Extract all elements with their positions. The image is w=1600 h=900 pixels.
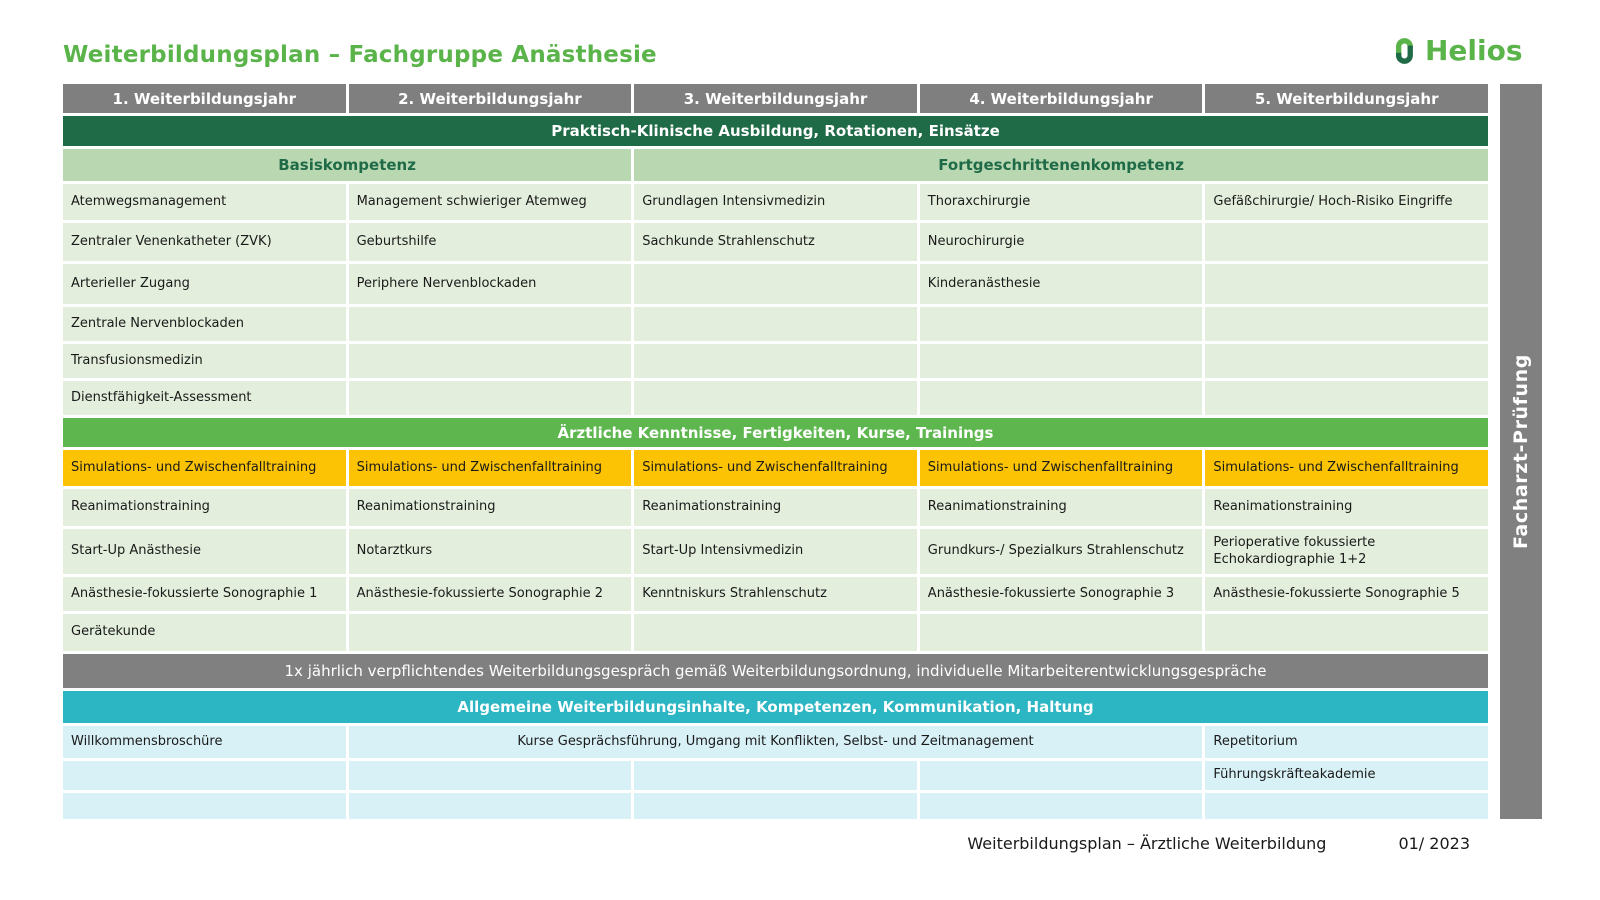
- table-cell: [349, 761, 632, 790]
- table-cell: [1205, 264, 1488, 304]
- table-cell: [634, 761, 917, 790]
- table-cell: [63, 793, 346, 819]
- table-cell: Periphere Nervenblockaden: [349, 264, 632, 304]
- table-cell: Willkommensbroschüre: [63, 726, 346, 758]
- table-cell: Gefäßchirurgie/ Hoch-Risiko Eingriffe: [1205, 184, 1488, 220]
- training-plan-table: [63, 84, 1488, 819]
- table-cell: Transfusionsmedizin: [63, 344, 346, 378]
- table-cell: Reanimationstraining: [63, 489, 346, 526]
- table-cell: [634, 614, 917, 651]
- table-cell: [1205, 307, 1488, 341]
- column-header-year-1: 1. Weiterbildungsjahr: [63, 84, 346, 113]
- table-cell: Perioperative fokussierte Echokardiographie 1+2: [1205, 529, 1488, 574]
- table-cell: [920, 344, 1203, 378]
- facharzt-pruefung-label: Facharzt-Prüfung: [1510, 353, 1532, 550]
- subheader-fortgeschrittenenkompetenz: Fortgeschrittenenkompetenz: [634, 149, 1488, 181]
- section-banner-courses-trainings: Ärztliche Kenntnisse, Fertigkeiten, Kurse, Trainings: [63, 418, 1488, 447]
- table-cell: Management schwieriger Atemweg: [349, 184, 632, 220]
- table-cell: Grundkurs-/ Spezialkurs Strahlenschutz: [920, 529, 1203, 574]
- table-cell: [1205, 614, 1488, 651]
- table-cell: Zentrale Nervenblockaden: [63, 307, 346, 341]
- table-cell: Anästhesie-fokussierte Sonographie 1: [63, 577, 346, 611]
- table-cell: Reanimationstraining: [634, 489, 917, 526]
- column-header-year-5: 5. Weiterbildungsjahr: [1205, 84, 1488, 113]
- table-cell: [349, 793, 632, 819]
- table-cell: Sachkunde Strahlenschutz: [634, 223, 917, 261]
- table-cell: [634, 793, 917, 819]
- column-header-year-2: 2. Weiterbildungsjahr: [349, 84, 632, 113]
- table-cell: Atemwegsmanagement: [63, 184, 346, 220]
- table-cell: [634, 307, 917, 341]
- table-cell: [1205, 793, 1488, 819]
- table-cell: [63, 761, 346, 790]
- column-header-year-3: 3. Weiterbildungsjahr: [634, 84, 917, 113]
- table-cell: [349, 307, 632, 341]
- footer-version: 01/ 2023: [1398, 834, 1470, 853]
- helios-logo-icon: [1388, 35, 1420, 67]
- footer-doc-title: Weiterbildungsplan – Ärztliche Weiterbildung: [967, 834, 1327, 853]
- section-banner-general-content: Allgemeine Weiterbildungsinhalte, Kompetenzen, Kommunikation, Haltung: [63, 691, 1488, 723]
- table-cell: Gerätekunde: [63, 614, 346, 651]
- table-cell: [920, 793, 1203, 819]
- column-header-year-4: 4. Weiterbildungsjahr: [920, 84, 1203, 113]
- table-cell-highlight: Simulations- und Zwischenfalltraining: [634, 450, 917, 486]
- table-cell-merged: Kurse Gesprächsführung, Umgang mit Konflikten, Selbst- und Zeitmanagement: [349, 726, 1203, 758]
- table-cell: Reanimationstraining: [920, 489, 1203, 526]
- page-footer: [63, 834, 1488, 853]
- table-cell: Geburtshilfe: [349, 223, 632, 261]
- table-cell: Thoraxchirurgie: [920, 184, 1203, 220]
- table-cell-highlight: Simulations- und Zwischenfalltraining: [920, 450, 1203, 486]
- table-cell: Zentraler Venenkatheter (ZVK): [63, 223, 346, 261]
- table-cell-highlight: Simulations- und Zwischenfalltraining: [63, 450, 346, 486]
- table-cell: [920, 307, 1203, 341]
- table-cell: Anästhesie-fokussierte Sonographie 3: [920, 577, 1203, 611]
- page-title: Weiterbildungsplan – Fachgruppe Anästhesie: [63, 42, 657, 68]
- table-cell-highlight: Simulations- und Zwischenfalltraining: [349, 450, 632, 486]
- table-cell: [349, 381, 632, 415]
- table-cell: Anästhesie-fokussierte Sonographie 5: [1205, 577, 1488, 611]
- table-cell: [920, 761, 1203, 790]
- section-banner-practical-training: Praktisch-Klinische Ausbildung, Rotationen, Einsätze: [63, 116, 1488, 146]
- helios-logo-text: Helios: [1425, 34, 1523, 67]
- facharzt-pruefung-bar: [1500, 84, 1542, 819]
- table-cell: Anästhesie-fokussierte Sonographie 2: [349, 577, 632, 611]
- table-cell: Start-Up Intensivmedizin: [634, 529, 917, 574]
- table-cell: Dienstfähigkeit-Assessment: [63, 381, 346, 415]
- table-cell: Kinderanästhesie: [920, 264, 1203, 304]
- table-cell: [349, 344, 632, 378]
- table-cell: [1205, 344, 1488, 378]
- table-cell: [634, 381, 917, 415]
- table-cell: [634, 264, 917, 304]
- table-cell: [1205, 223, 1488, 261]
- table-cell-highlight: Simulations- und Zwischenfalltraining: [1205, 450, 1488, 486]
- plan-content: [63, 84, 1542, 819]
- table-cell: Repetitorium: [1205, 726, 1488, 758]
- table-cell: [349, 614, 632, 651]
- table-cell: Reanimationstraining: [349, 489, 632, 526]
- table-cell: Reanimationstraining: [1205, 489, 1488, 526]
- table-cell: [634, 344, 917, 378]
- table-cell: [920, 381, 1203, 415]
- table-cell: Arterieller Zugang: [63, 264, 346, 304]
- section-banner-annual-review: 1x jährlich verpflichtendes Weiterbildungsgespräch gemäß Weiterbildungsordnung, individuelle Mitarbeiterentwicklungsgespräche: [63, 654, 1488, 688]
- table-cell: Neurochirurgie: [920, 223, 1203, 261]
- table-cell: [920, 614, 1203, 651]
- table-cell: Kenntniskurs Strahlenschutz: [634, 577, 917, 611]
- table-cell: Start-Up Anästhesie: [63, 529, 346, 574]
- table-cell: Grundlagen Intensivmedizin: [634, 184, 917, 220]
- table-cell: Führungskräfteakademie: [1205, 761, 1488, 790]
- subheader-basiskompetenz: Basiskompetenz: [63, 149, 631, 181]
- helios-logo: [1388, 34, 1523, 67]
- table-cell: [1205, 381, 1488, 415]
- table-cell: Notarztkurs: [349, 529, 632, 574]
